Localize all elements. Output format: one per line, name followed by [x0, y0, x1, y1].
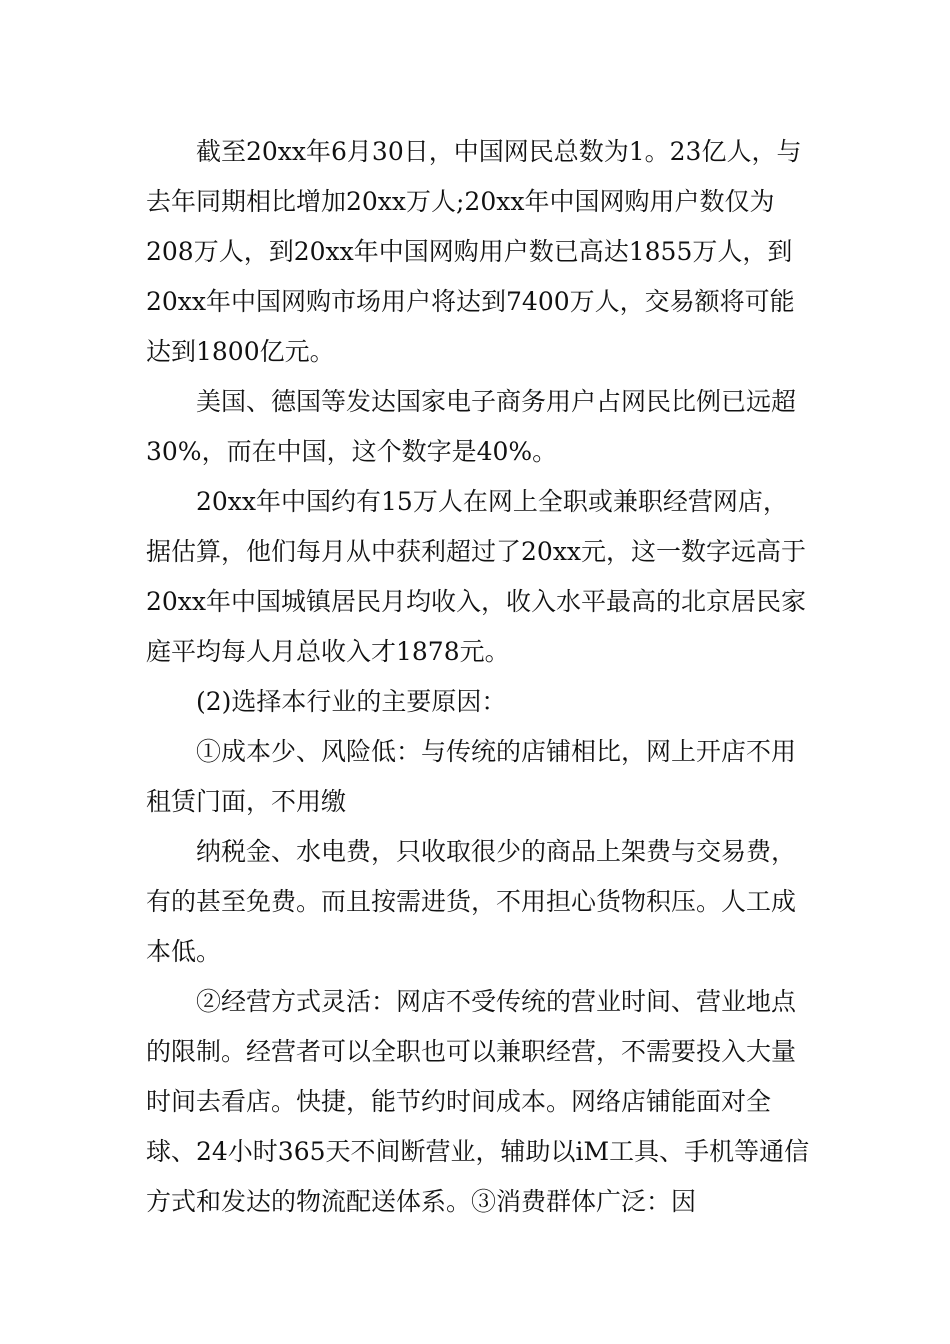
paragraph-online-shop-income: 20xx年中国约有15万人在网上全职或兼职经营网店，据估算，他们每月从中获利超过了20xx元，这一数字远高于20xx年中国城镇居民月均收入，收入水平最高的北京居民家庭平均每人月总收入才1878元。: [146, 487, 807, 666]
paragraph-ecommerce-ratio: 美国、德国等发达国家电子商务用户占网民比例已远超30%，而在中国，这个数字是40%。: [146, 387, 797, 466]
paragraph-flexible-operation: ②经营方式灵活：网店不受传统的营业时间、营业地点的限制。经营者可以全职也可以兼职经营，不需要投入大量时间去看店。快捷，能节约时间成本。网络店铺能面对全球、24小时365天不间断营业，辅助以iM工具、手机等通信方式和发达的物流配送体系。③消费群体广泛：因: [146, 987, 810, 1216]
document-body: [146, 127, 811, 1227]
paragraph-netizen-stats: 截至20xx年6月30日，中国网民总数为1。23亿人，与去年同期相比增加20xx万人;20xx年中国网购用户数仅为208万人，到20xx年中国网购用户数已高达1855万人，到20xx年中国网购市场用户将达到7400万人，交易额将可能达到1800亿元。: [146, 137, 802, 366]
paragraph-reasons-heading: (2)选择本行业的主要原因：: [196, 687, 507, 716]
paragraph-low-cost-continued: 纳税金、水电费，只收取很少的商品上架费与交易费，有的甚至免费。而且按需进货，不用担心货物积压。人工成本低。: [146, 837, 797, 966]
paragraph-low-cost: ①成本少、风险低：与传统的店铺相比，网上开店不用租赁门面，不用缴: [146, 737, 797, 816]
